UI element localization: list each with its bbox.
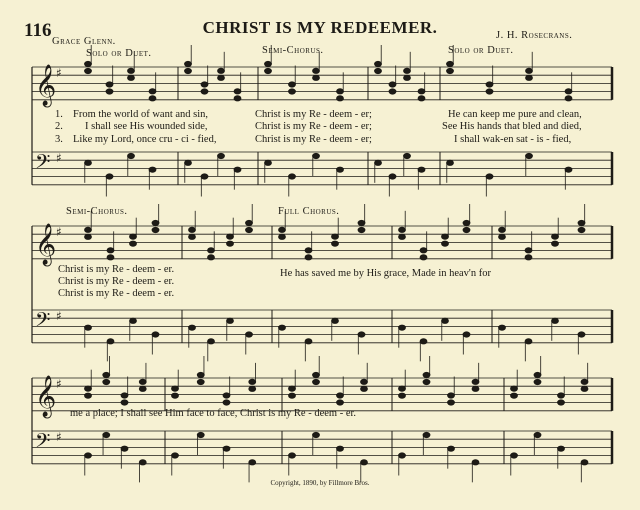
verse-1-line-c: He can keep me pure and clean, bbox=[448, 109, 582, 120]
svg-text:𝄞: 𝄞 bbox=[35, 376, 57, 417]
refrain-line-2: Christ is my Re - deem - er. bbox=[58, 276, 175, 287]
verse-2-line-a: I shall see His wounded side, bbox=[85, 121, 208, 132]
svg-text:♯: ♯ bbox=[56, 430, 62, 444]
direction-solo-or-duet-2: Solo or Duet. bbox=[448, 45, 514, 56]
refrain-line-1: Christ is my Re - deem - er. bbox=[58, 264, 175, 275]
svg-text:♯: ♯ bbox=[56, 225, 62, 239]
verse-2-number: 2. bbox=[55, 121, 63, 132]
verse-1-line-a: From the world of want and sin, bbox=[73, 109, 209, 120]
verse-3-number: 3. bbox=[55, 134, 63, 145]
note-heads bbox=[85, 45, 588, 482]
verse-3-line-b: Christ is my Re - deem - er; bbox=[255, 134, 372, 145]
verse-3-line-a: Like my Lord, once cru - ci - fied, bbox=[73, 134, 217, 145]
staff-lines bbox=[32, 67, 612, 464]
direction-semi-chorus-1: Semi-Chorus. bbox=[262, 45, 324, 56]
svg-text:𝄢: 𝄢 bbox=[35, 429, 51, 457]
svg-text:♯: ♯ bbox=[56, 377, 62, 391]
direction-solo-or-duet-1: Solo or Duet. bbox=[86, 48, 152, 59]
verse-1-number: 1. bbox=[55, 109, 63, 120]
verse-2-line-b: Christ is my Re - deem - er; bbox=[255, 121, 372, 132]
system3-lyrics: me a place; I shall see Him face to face, Christ is my Re - deem - er. bbox=[70, 408, 357, 419]
refrain-line-3: Christ is my Re - deem - er. bbox=[58, 288, 175, 299]
direction-semi-chorus-2: Semi-Chorus. bbox=[66, 206, 128, 217]
verse-3-line-c: I shall wak-en sat - is - fied, bbox=[454, 134, 572, 145]
svg-text:♯: ♯ bbox=[56, 66, 62, 80]
copyright-notice: Copyright, 1890, by Fillmore Bros. bbox=[270, 479, 370, 487]
author-credit: Grace Glenn. bbox=[52, 36, 116, 47]
svg-text:♯: ♯ bbox=[56, 309, 62, 323]
page-number: 116 bbox=[24, 20, 52, 41]
verse-1-line-b: Christ is my Re - deem - er; bbox=[255, 109, 372, 120]
chorus-line: He has saved me by His grace, Made in heav'n for bbox=[280, 268, 491, 279]
clef-icons bbox=[35, 64, 62, 457]
svg-text:𝄢: 𝄢 bbox=[35, 150, 51, 178]
verse-2-line-c: See His hands that bled and died, bbox=[442, 121, 582, 132]
direction-full-chorus: Full Chorus. bbox=[278, 206, 340, 217]
composer-credit: J. H. Rosecrans. bbox=[496, 30, 573, 41]
svg-text:𝄢: 𝄢 bbox=[35, 308, 51, 336]
svg-text:𝄞: 𝄞 bbox=[35, 224, 57, 265]
hymn-title: CHRIST IS MY REDEEMER. bbox=[202, 18, 438, 37]
svg-text:𝄞: 𝄞 bbox=[35, 65, 57, 106]
svg-text:♯: ♯ bbox=[56, 151, 62, 165]
bar-lines bbox=[32, 67, 612, 464]
